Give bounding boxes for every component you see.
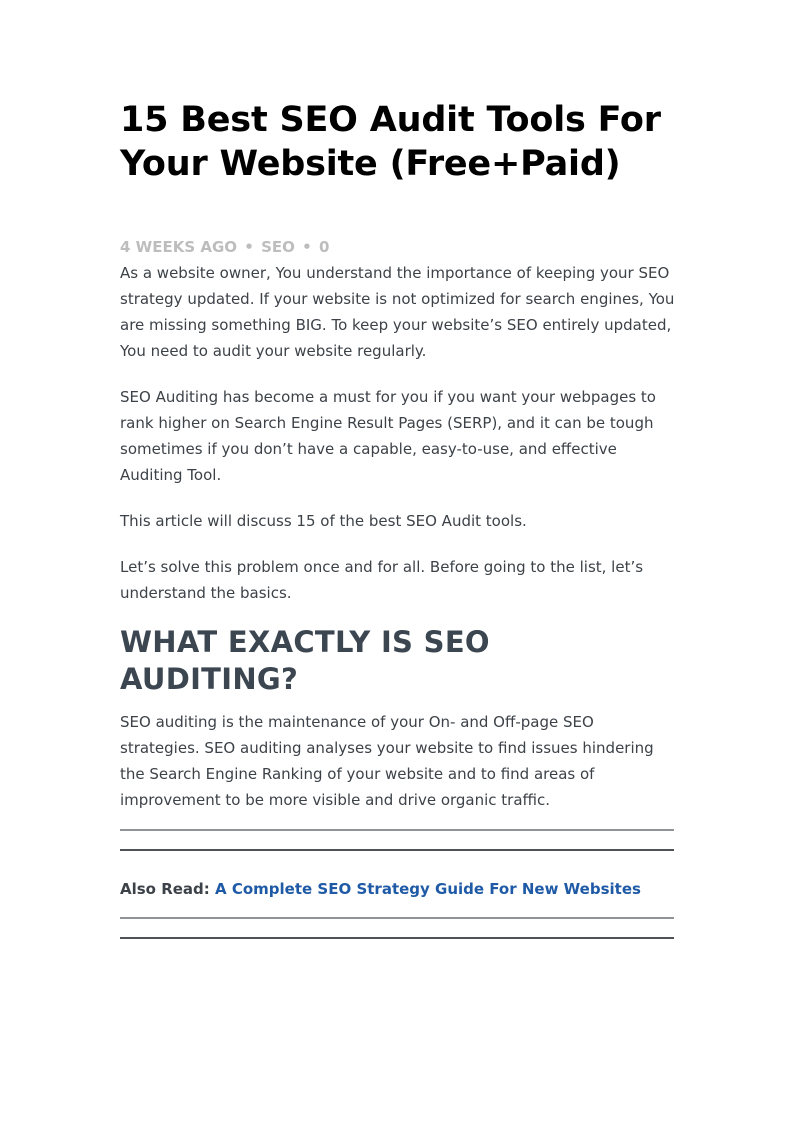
divider [120, 937, 674, 939]
section-paragraph: SEO auditing is the maintenance of your On- and Off-page SEO strategies. SEO auditing analyses your website to find issues hindering the Search Engine Ranking of your website and to find areas of improvement to be more visible and drive organic traffic. [120, 713, 654, 809]
section-heading: WHAT EXACTLY IS SEO AUDITING? [120, 625, 490, 696]
article-meta [120, 237, 676, 257]
intro-paragraph-1: As a website owner, You understand the importance of keeping your SEO strategy updated. If your website is not optimized for search engines, You are missing something BIG. To keep your website’s SEO entirely updated, You need to audit your website regularly. [120, 264, 675, 360]
also-read-label: Also Read: [120, 880, 210, 898]
intro-paragraph-2: SEO Auditing has become a must for you if you want your webpages to rank higher on Search Engine Result Pages (SERP), and it can be tough sometimes if you don’t have a capable, easy-to-use, and effective Auditing Tool. [120, 388, 656, 484]
meta-separator: • [244, 238, 254, 256]
divider [120, 917, 674, 919]
intro-paragraph-4: Let’s solve this problem once and for all. Before going to the list, let’s understand the basics. [120, 558, 644, 602]
meta-separator: • [302, 238, 312, 256]
article-title: 15 Best SEO Audit Tools For Your Website (Free+Paid) [120, 100, 661, 184]
also-read-link[interactable]: A Complete SEO Strategy Guide For New Websites [215, 880, 641, 898]
post-date: 4 WEEKS AGO [120, 238, 238, 256]
post-category[interactable]: SEO [261, 238, 295, 256]
also-read [120, 878, 676, 900]
comment-count[interactable]: 0 [318, 238, 330, 256]
intro-paragraph-3: This article will discuss 15 of the best SEO Audit tools. [120, 512, 527, 530]
divider [120, 829, 674, 831]
divider [120, 849, 674, 851]
